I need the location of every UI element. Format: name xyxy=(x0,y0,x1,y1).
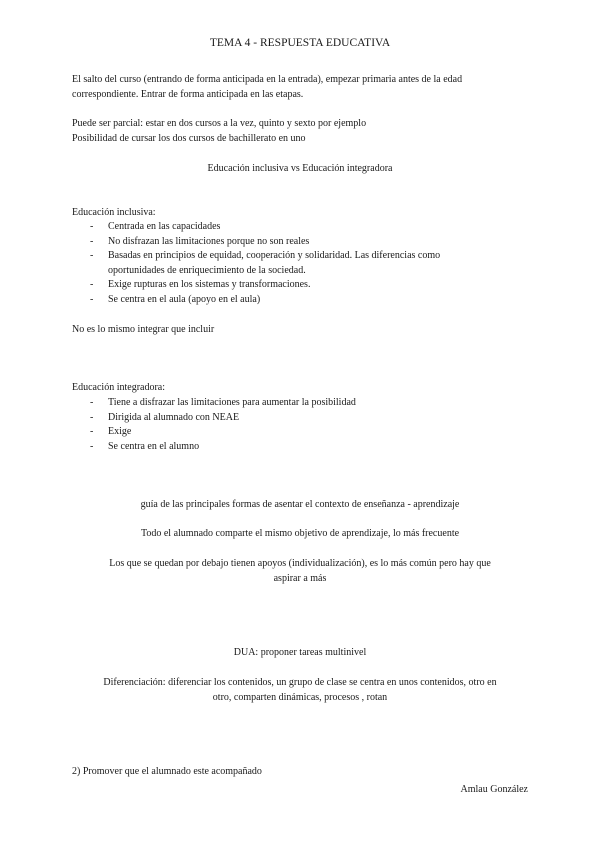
differentiation-line-1: Diferenciación: diferenciar los contenidos, un grupo de clase se centra en unos contenidos, otro en xyxy=(103,677,497,688)
support-line-2: aspirar a más xyxy=(273,573,327,584)
list-item-text: Se centra en el alumno xyxy=(108,441,200,452)
list-item xyxy=(90,219,490,234)
partial-line-2: Posibilidad de cursar los dos cursos de bachillerato en uno xyxy=(72,133,306,144)
page-title: TEMA 4 - RESPUESTA EDUCATIVA xyxy=(209,37,391,49)
bullet-dash: - xyxy=(90,236,94,247)
list-item xyxy=(90,292,490,307)
bullet-dash: - xyxy=(90,397,94,408)
list-item xyxy=(90,248,490,278)
intro-line-2: correspondiente. Entrar de forma anticipada en las etapas. xyxy=(72,89,304,100)
list-item-text: Exige xyxy=(108,426,132,437)
comparison-heading: Educación inclusiva vs Educación integradora xyxy=(207,163,393,174)
differentiation-line-2: otro, comparten dinámicas, procesos , rotan xyxy=(212,692,388,703)
bullet-dash: - xyxy=(90,426,94,437)
author-signature: Amlau González xyxy=(460,784,528,795)
list-item-text: Dirigida al alumnado con NEAE xyxy=(108,412,240,423)
inclusive-heading: Educación inclusiva: xyxy=(72,207,156,218)
list-item-text: No disfrazan las limitaciones porque no son reales xyxy=(108,236,310,247)
bullet-dash: - xyxy=(90,279,94,290)
shared-objective-line: Todo el alumnado comparte el mismo objetivo de aprendizaje, lo más frecuente xyxy=(140,528,460,539)
list-item xyxy=(90,234,490,249)
list-item-text: Exige rupturas en los sistemas y transformaciones. xyxy=(108,279,311,290)
guide-line: guía de las principales formas de asentar el contexto de enseñanza - aprendizaje xyxy=(140,499,460,510)
list-item-text: Centrada en las capacidades xyxy=(108,221,221,232)
list-item xyxy=(90,424,490,439)
list-item xyxy=(90,410,490,425)
bullet-dash: - xyxy=(90,441,94,452)
bullet-dash: - xyxy=(90,412,94,423)
bullet-dash: - xyxy=(90,250,94,261)
promote-line: 2) Promover que el alumnado este acompañado xyxy=(72,766,262,777)
list-item-text: Basadas en principios de equidad, cooperación y solidaridad. Las diferencias como oportunidades de enriquecimiento de la sociedad. xyxy=(108,250,441,276)
list-item xyxy=(90,439,490,454)
list-item-text: Tiene a disfrazar las limitaciones para aumentar la posibilidad xyxy=(108,397,356,408)
list-item xyxy=(90,395,490,410)
bullet-dash: - xyxy=(90,294,94,305)
bullet-dash: - xyxy=(90,221,94,232)
support-line-1: Los que se quedan por debajo tienen apoyos (individualización), es lo más común pero hay que xyxy=(109,558,491,569)
integrative-heading: Educación integradora: xyxy=(72,382,166,393)
not-same-note: No es lo mismo integrar que incluir xyxy=(72,324,215,335)
list-item-text: Se centra en el aula (apoyo en el aula) xyxy=(108,294,261,305)
partial-line-1: Puede ser parcial: estar en dos cursos a la vez, quinto y sexto por ejemplo xyxy=(72,118,367,129)
intro-line-1: El salto del curso (entrando de forma anticipada en la entrada), empezar primaria antes de la edad xyxy=(72,74,463,85)
dua-line: DUA: proponer tareas multinivel xyxy=(233,647,367,658)
list-item xyxy=(90,277,490,292)
